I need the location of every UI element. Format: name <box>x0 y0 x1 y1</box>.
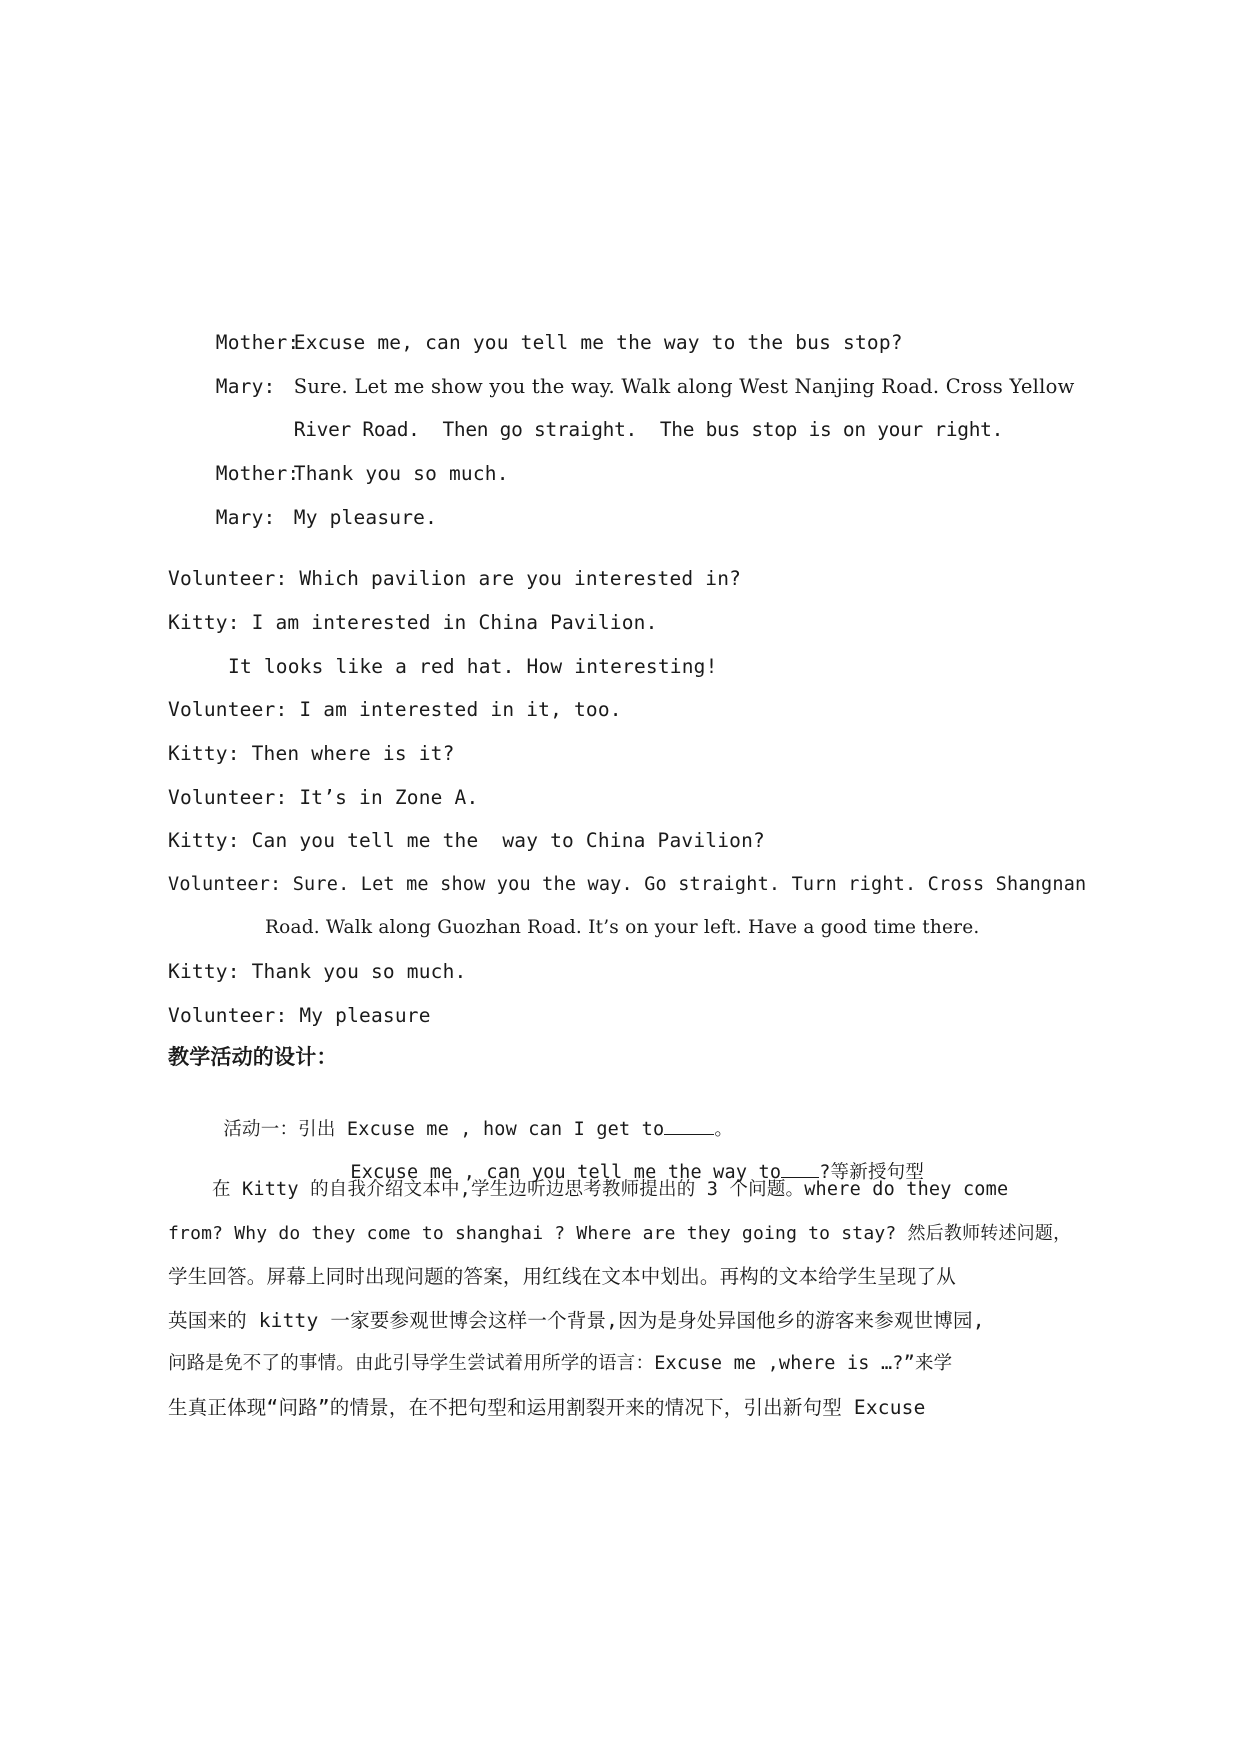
dialogue-text: River Road. Then go straight. The bus stop is on your right. <box>293 418 1004 441</box>
dialogue-text: Sure. Let me show you the way. Walk along West Nanjing Road. Cross Yellow <box>293 375 1075 398</box>
speaker-label: Mary: <box>215 506 276 529</box>
dialogue2-line-7: Kitty: Can you tell me the way to China Pavilion? <box>168 829 765 852</box>
speaker-label: Mary: <box>215 375 276 398</box>
speaker-label: Mother: <box>215 462 300 485</box>
paragraph-line-5: 问路是免不了的事情。由此引导学生尝试着用所学的语言：Excuse me ,where is …?”来学 <box>168 1353 953 1374</box>
dialogue2-line-11: Volunteer: My pleasure <box>168 1004 431 1027</box>
dialogue1-line-5 <box>168 479 437 557</box>
dialogue2-line-3: It looks like a red hat. How interesting! <box>228 655 718 678</box>
dialogue2-line-5: Kitty: Then where is it? <box>168 742 455 765</box>
dialogue2-line-2: Kitty: I am interested in China Pavilion. <box>168 611 658 634</box>
paragraph-line-1: 在 Kitty 的自我介绍文本中,学生边听边思考教师提出的 3 个问题。where do they come <box>212 1179 1009 1200</box>
paragraph-line-4: 英国来的 kitty 一家要参观世博会这样一个背景,因为是身处异国他乡的游客来参观世博园, <box>168 1309 985 1332</box>
dialogue2-line-8: Volunteer: Sure. Let me show you the way. Go straight. Turn right. Cross Shangnan <box>168 874 1087 895</box>
fill-in-blank <box>781 1159 819 1178</box>
dialogue-text: Thank you so much. <box>293 462 509 485</box>
dialogue2-line-4: Volunteer: I am interested in it, too. <box>168 698 622 721</box>
section-heading: 教学活动的设计： <box>168 1045 338 1069</box>
paragraph-line-6: 生真正体现“问路”的情景，在不把句型和运用割裂开来的情况下，引出新句型 Excuse <box>168 1396 926 1419</box>
paragraph-line-2: from? Why do they come to shanghai ? Where are they going to stay? 然后教师转述问题， <box>168 1223 1072 1244</box>
dialogue2-line-6: Volunteer: It’s in Zone A. <box>168 786 479 809</box>
paragraph-line-3: 学生回答。屏幕上同时出现问题的答案，用红线在文本中划出。再构的文本给学生呈现了从 <box>168 1265 957 1288</box>
dialogue-text: My pleasure. <box>293 506 438 529</box>
activity-text: ?等新授句型 <box>819 1162 925 1183</box>
dialogue2-line-9: Road. Walk along Guozhan Road. It’s on your left. Have a good time there. <box>265 917 980 938</box>
activity-text: Excuse me , can you tell me the way to <box>350 1162 782 1183</box>
activity-text: 活动一：引出 Excuse me , how can I get to <box>223 1119 665 1140</box>
dialogue2-line-1: Volunteer: Which pavilion are you interested in? <box>168 567 742 590</box>
dialogue2-line-10: Kitty: Thank you so much. <box>168 960 467 983</box>
speaker-label: Mother: <box>215 331 300 354</box>
activity-text: 。 <box>714 1119 734 1140</box>
dialogue-text: Excuse me, can you tell me the way to the bus stop? <box>293 331 903 354</box>
